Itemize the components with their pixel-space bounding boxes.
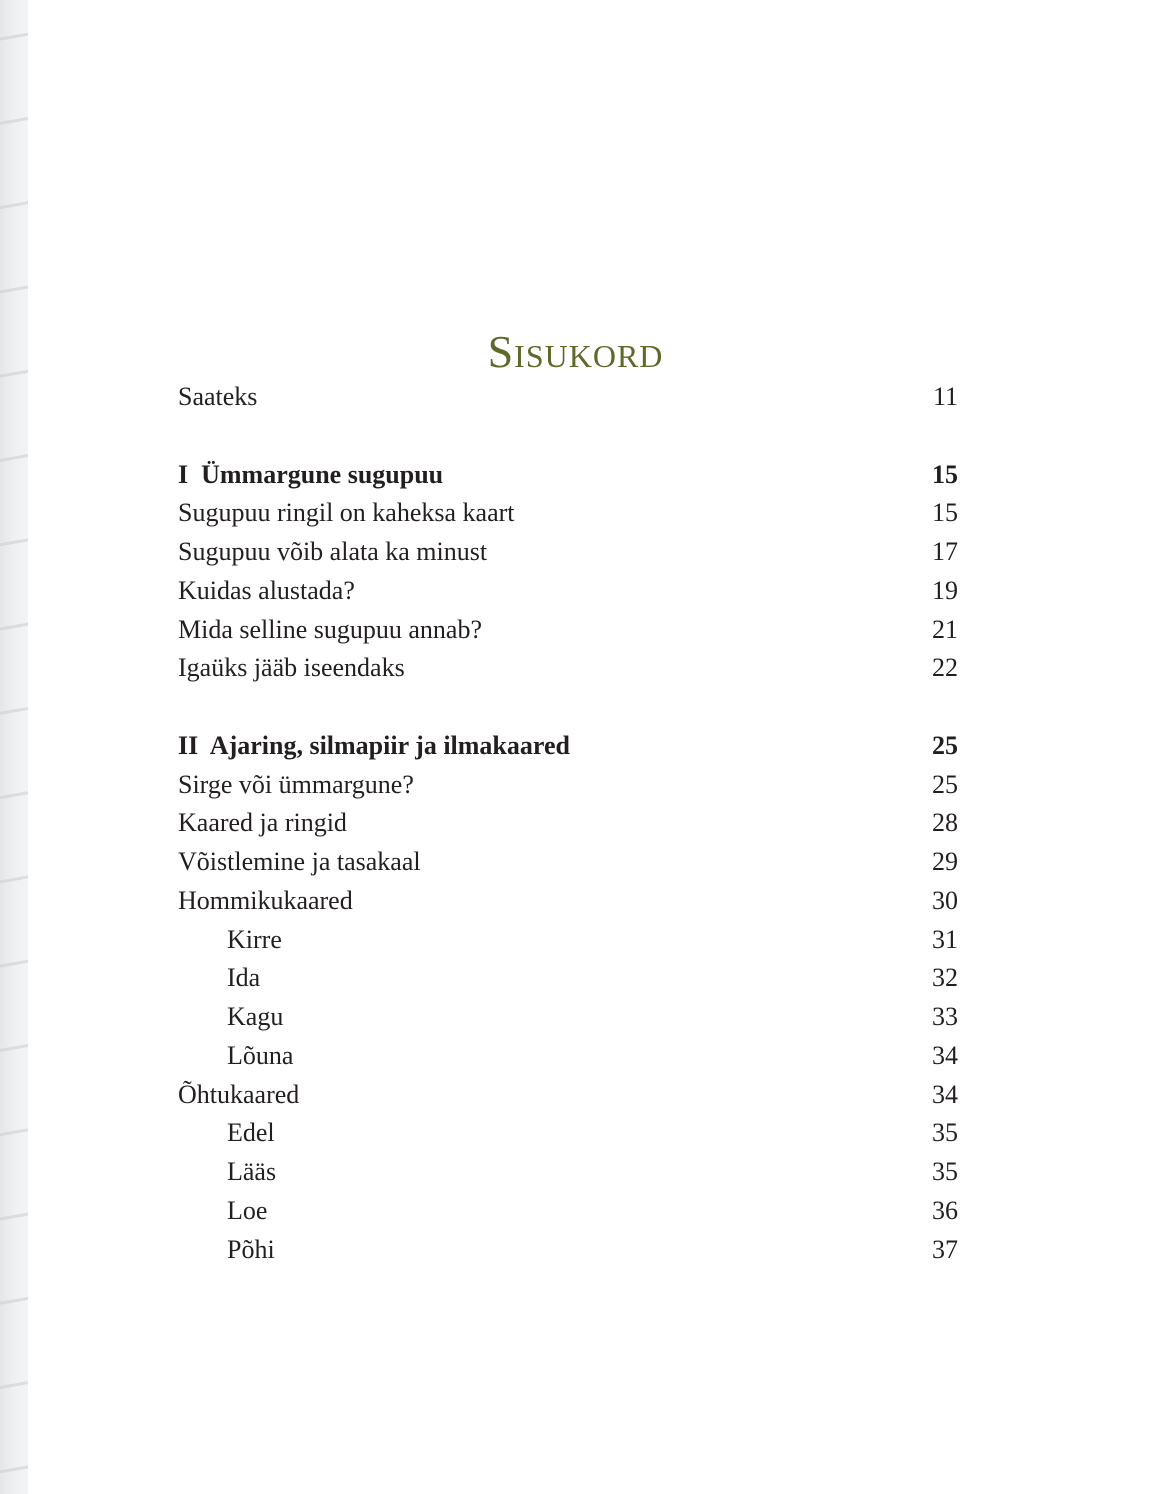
- toc-entry: [178, 1231, 958, 1270]
- toc-entry-label: Õhtukaared: [178, 1079, 300, 1109]
- toc-entry-label: Sugupuu ringil on kaheksa kaart: [178, 498, 515, 528]
- toc-entry: [178, 1192, 958, 1231]
- toc-entry: [178, 766, 958, 805]
- toc-entry: [178, 572, 958, 611]
- toc-page-number: 15: [932, 459, 958, 489]
- toc-entry-label: Põhi: [227, 1234, 275, 1264]
- toc-entry: [178, 494, 958, 533]
- toc-entry: [178, 1037, 958, 1076]
- toc-entry: [178, 921, 958, 960]
- toc-page-number: 35: [932, 1118, 958, 1148]
- toc-entry: [178, 882, 958, 921]
- toc-entry-label: Kirre: [227, 924, 282, 954]
- toc-entry-label: Mida selline sugupuu annab?: [178, 614, 482, 644]
- toc-entry: [178, 1076, 958, 1115]
- toc-page-number: 35: [932, 1157, 958, 1186]
- toc-page-number: 34: [932, 1040, 958, 1070]
- toc-entry: [178, 378, 958, 417]
- toc-entry-label: Kuidas alustada?: [178, 575, 355, 605]
- toc-page-number: 33: [932, 1002, 958, 1031]
- toc-page-number: 36: [932, 1195, 958, 1225]
- toc-entry-label: Sugupuu võib alata ka minust: [178, 537, 488, 566]
- page-edge-texture: [0, 0, 28, 1494]
- toc-entry: [178, 649, 958, 688]
- toc-entry-label: Kagu: [227, 1002, 284, 1031]
- toc-page-number: 17: [932, 537, 958, 566]
- toc-entry-label: Loe: [227, 1195, 268, 1225]
- toc-entry-label: Sirge või ümmargune?: [178, 769, 414, 799]
- table-of-contents: [178, 378, 958, 1269]
- page-title: Sisukord: [487, 326, 664, 377]
- toc-entry: [178, 611, 958, 650]
- toc-page-number: 34: [932, 1079, 958, 1109]
- toc-page-number: 22: [932, 653, 958, 683]
- toc-page-number: 25: [932, 730, 958, 760]
- toc-entry-label: II Ajaring, silmapiir ja ilmakaared: [178, 730, 570, 760]
- toc-entry-label: Igaüks jääb iseendaks: [178, 653, 405, 683]
- toc-entry-label: Edel: [227, 1118, 275, 1148]
- toc-page-number: 30: [932, 885, 958, 915]
- toc-page-number: 32: [932, 963, 958, 993]
- toc-entry-label: Kaared ja ringid: [178, 808, 347, 838]
- toc-page-number: 28: [932, 808, 958, 838]
- toc-page-number: 25: [932, 769, 958, 799]
- toc-entry: [178, 843, 958, 882]
- toc-entry-label: Ida: [227, 963, 261, 993]
- toc-entry-label: Saateks: [178, 382, 258, 411]
- toc-page-number: 31: [932, 924, 958, 954]
- toc-page-number: 11: [932, 382, 958, 411]
- toc-entry: [178, 533, 958, 572]
- toc-chapter: [178, 456, 958, 495]
- toc-page-number: 15: [932, 498, 958, 528]
- toc-entry: [178, 998, 958, 1037]
- toc-entry-label: Lääs: [227, 1157, 277, 1186]
- toc-page-number: 21: [932, 614, 958, 644]
- toc-page-number: 19: [932, 575, 958, 605]
- toc-entry-label: Võistlemine ja tasakaal: [178, 847, 421, 876]
- toc-page-number: 29: [932, 847, 958, 876]
- toc-entry: [178, 1153, 958, 1192]
- toc-entry-label: Lõuna: [227, 1040, 294, 1070]
- toc-entry: [178, 804, 958, 843]
- toc-entry-label: I Ümmargune sugupuu: [178, 459, 444, 489]
- toc-chapter: [178, 727, 958, 766]
- toc-entry: [178, 1114, 958, 1153]
- toc-entry-label: Hommikukaared: [178, 885, 353, 915]
- toc-page-number: 37: [932, 1234, 958, 1264]
- toc-entry: [178, 959, 958, 998]
